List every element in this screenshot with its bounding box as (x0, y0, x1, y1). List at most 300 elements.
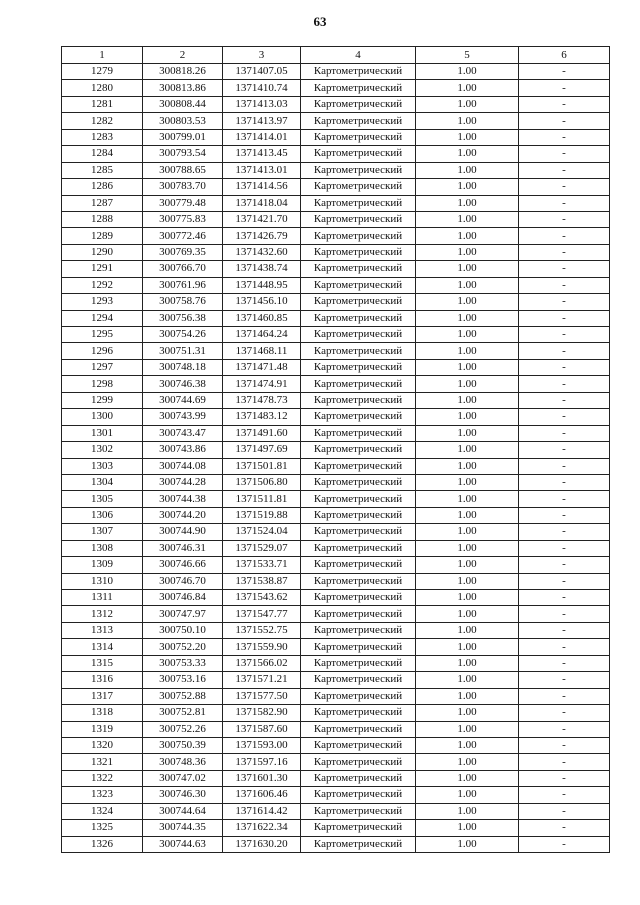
note-cell: - (519, 606, 610, 622)
method-cell: Картометрический (301, 162, 416, 178)
point-number-cell: 1285 (62, 162, 143, 178)
accuracy-cell: 1.00 (416, 770, 519, 786)
table-row (62, 228, 610, 244)
y-coordinate-cell: 1371519.88 (223, 507, 301, 523)
accuracy-cell: 1.00 (416, 754, 519, 770)
x-coordinate-cell: 300803.53 (143, 113, 223, 129)
point-number-cell: 1314 (62, 639, 143, 655)
point-number-cell: 1306 (62, 507, 143, 523)
note-cell: - (519, 64, 610, 80)
x-coordinate-cell: 300772.46 (143, 228, 223, 244)
table-row (62, 655, 610, 671)
table-header-row (62, 47, 610, 64)
table-row (62, 179, 610, 195)
table-row (62, 688, 610, 704)
y-coordinate-cell: 1371474.91 (223, 376, 301, 392)
table-row (62, 244, 610, 260)
method-cell: Картометрический (301, 228, 416, 244)
y-coordinate-cell: 1371432.60 (223, 244, 301, 260)
note-cell: - (519, 787, 610, 803)
point-number-cell: 1293 (62, 294, 143, 310)
note-cell: - (519, 261, 610, 277)
table-row (62, 639, 610, 655)
point-number-cell: 1286 (62, 179, 143, 195)
y-coordinate-cell: 1371601.30 (223, 770, 301, 786)
x-coordinate-cell: 300752.26 (143, 721, 223, 737)
y-coordinate-cell: 1371622.34 (223, 820, 301, 836)
table-row (62, 540, 610, 556)
x-coordinate-cell: 300747.02 (143, 770, 223, 786)
point-number-cell: 1302 (62, 442, 143, 458)
note-cell: - (519, 113, 610, 129)
method-cell: Картометрический (301, 113, 416, 129)
table-row (62, 327, 610, 343)
point-number-cell: 1279 (62, 64, 143, 80)
x-coordinate-cell: 300751.31 (143, 343, 223, 359)
x-coordinate-cell: 300748.18 (143, 359, 223, 375)
table-row (62, 359, 610, 375)
accuracy-cell: 1.00 (416, 721, 519, 737)
note-cell: - (519, 294, 610, 310)
method-cell: Картометрический (301, 474, 416, 490)
method-cell: Картометрический (301, 705, 416, 721)
method-cell: Картометрический (301, 211, 416, 227)
y-coordinate-cell: 1371407.05 (223, 64, 301, 80)
y-coordinate-cell: 1371630.20 (223, 836, 301, 852)
method-cell: Картометрический (301, 392, 416, 408)
point-number-cell: 1298 (62, 376, 143, 392)
method-cell: Картометрический (301, 359, 416, 375)
accuracy-cell: 1.00 (416, 474, 519, 490)
method-cell: Картометрический (301, 96, 416, 112)
x-coordinate-cell: 300756.38 (143, 310, 223, 326)
note-cell: - (519, 737, 610, 753)
point-number-cell: 1300 (62, 409, 143, 425)
x-coordinate-cell: 300799.01 (143, 129, 223, 145)
x-coordinate-cell: 300752.81 (143, 705, 223, 721)
accuracy-cell: 1.00 (416, 343, 519, 359)
x-coordinate-cell: 300747.97 (143, 606, 223, 622)
column-header-6: 6 (519, 47, 610, 64)
column-header-2: 2 (143, 47, 223, 64)
y-coordinate-cell: 1371559.90 (223, 639, 301, 655)
y-coordinate-cell: 1371468.11 (223, 343, 301, 359)
point-number-cell: 1321 (62, 754, 143, 770)
x-coordinate-cell: 300750.10 (143, 622, 223, 638)
accuracy-cell: 1.00 (416, 705, 519, 721)
method-cell: Картометрический (301, 327, 416, 343)
note-cell: - (519, 573, 610, 589)
note-cell: - (519, 96, 610, 112)
y-coordinate-cell: 1371413.03 (223, 96, 301, 112)
table-row (62, 737, 610, 753)
note-cell: - (519, 820, 610, 836)
point-number-cell: 1289 (62, 228, 143, 244)
point-number-cell: 1310 (62, 573, 143, 589)
accuracy-cell: 1.00 (416, 327, 519, 343)
accuracy-cell: 1.00 (416, 524, 519, 540)
x-coordinate-cell: 300753.16 (143, 672, 223, 688)
table-row (62, 474, 610, 490)
method-cell: Картометрический (301, 129, 416, 145)
method-cell: Картометрический (301, 310, 416, 326)
table-row (62, 754, 610, 770)
accuracy-cell: 1.00 (416, 162, 519, 178)
y-coordinate-cell: 1371491.60 (223, 425, 301, 441)
table-row (62, 425, 610, 441)
x-coordinate-cell: 300783.70 (143, 179, 223, 195)
table-row (62, 458, 610, 474)
point-number-cell: 1283 (62, 129, 143, 145)
note-cell: - (519, 310, 610, 326)
x-coordinate-cell: 300788.65 (143, 162, 223, 178)
table-row (62, 442, 610, 458)
table-row (62, 277, 610, 293)
method-cell: Картометрический (301, 261, 416, 277)
table-row (62, 162, 610, 178)
x-coordinate-cell: 300813.86 (143, 80, 223, 96)
accuracy-cell: 1.00 (416, 80, 519, 96)
y-coordinate-cell: 1371413.97 (223, 113, 301, 129)
table-row (62, 606, 610, 622)
accuracy-cell: 1.00 (416, 392, 519, 408)
y-coordinate-cell: 1371410.74 (223, 80, 301, 96)
method-cell: Картометрический (301, 639, 416, 655)
y-coordinate-cell: 1371593.00 (223, 737, 301, 753)
accuracy-cell: 1.00 (416, 507, 519, 523)
table-row (62, 129, 610, 145)
table-row (62, 507, 610, 523)
accuracy-cell: 1.00 (416, 787, 519, 803)
method-cell: Картометрический (301, 425, 416, 441)
point-number-cell: 1317 (62, 688, 143, 704)
note-cell: - (519, 458, 610, 474)
point-number-cell: 1297 (62, 359, 143, 375)
point-number-cell: 1311 (62, 590, 143, 606)
note-cell: - (519, 277, 610, 293)
method-cell: Картометрический (301, 146, 416, 162)
point-number-cell: 1304 (62, 474, 143, 490)
x-coordinate-cell: 300752.88 (143, 688, 223, 704)
point-number-cell: 1322 (62, 770, 143, 786)
note-cell: - (519, 392, 610, 408)
x-coordinate-cell: 300753.33 (143, 655, 223, 671)
point-number-cell: 1288 (62, 211, 143, 227)
table-row (62, 261, 610, 277)
accuracy-cell: 1.00 (416, 261, 519, 277)
table-row (62, 64, 610, 80)
accuracy-cell: 1.00 (416, 211, 519, 227)
table-row (62, 80, 610, 96)
accuracy-cell: 1.00 (416, 310, 519, 326)
note-cell: - (519, 540, 610, 556)
y-coordinate-cell: 1371566.02 (223, 655, 301, 671)
point-number-cell: 1307 (62, 524, 143, 540)
note-cell: - (519, 162, 610, 178)
accuracy-cell: 1.00 (416, 737, 519, 753)
table-row (62, 491, 610, 507)
x-coordinate-cell: 300743.47 (143, 425, 223, 441)
point-number-cell: 1319 (62, 721, 143, 737)
point-number-cell: 1299 (62, 392, 143, 408)
note-cell: - (519, 672, 610, 688)
point-number-cell: 1312 (62, 606, 143, 622)
note-cell: - (519, 590, 610, 606)
table-row (62, 96, 610, 112)
point-number-cell: 1324 (62, 803, 143, 819)
note-cell: - (519, 721, 610, 737)
accuracy-cell: 1.00 (416, 672, 519, 688)
accuracy-cell: 1.00 (416, 803, 519, 819)
method-cell: Картометрический (301, 491, 416, 507)
table-row (62, 836, 610, 852)
y-coordinate-cell: 1371606.46 (223, 787, 301, 803)
point-number-cell: 1313 (62, 622, 143, 638)
note-cell: - (519, 343, 610, 359)
y-coordinate-cell: 1371478.73 (223, 392, 301, 408)
note-cell: - (519, 228, 610, 244)
y-coordinate-cell: 1371506.80 (223, 474, 301, 490)
table-row (62, 590, 610, 606)
note-cell: - (519, 803, 610, 819)
x-coordinate-cell: 300761.96 (143, 277, 223, 293)
note-cell: - (519, 474, 610, 490)
table-row (62, 195, 610, 211)
x-coordinate-cell: 300744.90 (143, 524, 223, 540)
y-coordinate-cell: 1371414.56 (223, 179, 301, 195)
note-cell: - (519, 179, 610, 195)
x-coordinate-cell: 300748.36 (143, 754, 223, 770)
x-coordinate-cell: 300775.83 (143, 211, 223, 227)
table-row (62, 113, 610, 129)
method-cell: Картометрический (301, 179, 416, 195)
note-cell: - (519, 754, 610, 770)
x-coordinate-cell: 300769.35 (143, 244, 223, 260)
method-cell: Картометрический (301, 195, 416, 211)
x-coordinate-cell: 300808.44 (143, 96, 223, 112)
note-cell: - (519, 655, 610, 671)
point-number-cell: 1323 (62, 787, 143, 803)
page-number: 63 (313, 14, 327, 29)
point-number-cell: 1280 (62, 80, 143, 96)
y-coordinate-cell: 1371471.48 (223, 359, 301, 375)
y-coordinate-cell: 1371456.10 (223, 294, 301, 310)
y-coordinate-cell: 1371413.45 (223, 146, 301, 162)
method-cell: Картометрический (301, 557, 416, 573)
point-number-cell: 1284 (62, 146, 143, 162)
x-coordinate-cell: 300746.66 (143, 557, 223, 573)
method-cell: Картометрический (301, 409, 416, 425)
x-coordinate-cell: 300746.31 (143, 540, 223, 556)
x-coordinate-cell: 300746.30 (143, 787, 223, 803)
accuracy-cell: 1.00 (416, 557, 519, 573)
note-cell: - (519, 327, 610, 343)
y-coordinate-cell: 1371547.77 (223, 606, 301, 622)
note-cell: - (519, 409, 610, 425)
accuracy-cell: 1.00 (416, 655, 519, 671)
x-coordinate-cell: 300793.54 (143, 146, 223, 162)
accuracy-cell: 1.00 (416, 573, 519, 589)
point-number-cell: 1292 (62, 277, 143, 293)
y-coordinate-cell: 1371597.16 (223, 754, 301, 770)
table-row (62, 310, 610, 326)
method-cell: Картометрический (301, 540, 416, 556)
table-row (62, 721, 610, 737)
x-coordinate-cell: 300743.99 (143, 409, 223, 425)
method-cell: Картометрический (301, 573, 416, 589)
accuracy-cell: 1.00 (416, 96, 519, 112)
point-number-cell: 1303 (62, 458, 143, 474)
note-cell: - (519, 442, 610, 458)
accuracy-cell: 1.00 (416, 376, 519, 392)
method-cell: Картометрический (301, 64, 416, 80)
column-header-1: 1 (62, 47, 143, 64)
table-row (62, 409, 610, 425)
y-coordinate-cell: 1371587.60 (223, 721, 301, 737)
y-coordinate-cell: 1371614.42 (223, 803, 301, 819)
accuracy-cell: 1.00 (416, 491, 519, 507)
point-number-cell: 1281 (62, 96, 143, 112)
method-cell: Картометрический (301, 343, 416, 359)
method-cell: Картометрический (301, 524, 416, 540)
point-number-cell: 1305 (62, 491, 143, 507)
point-number-cell: 1316 (62, 672, 143, 688)
accuracy-cell: 1.00 (416, 64, 519, 80)
accuracy-cell: 1.00 (416, 820, 519, 836)
method-cell: Картометрический (301, 376, 416, 392)
method-cell: Картометрический (301, 820, 416, 836)
point-number-cell: 1291 (62, 261, 143, 277)
x-coordinate-cell: 300744.69 (143, 392, 223, 408)
y-coordinate-cell: 1371448.95 (223, 277, 301, 293)
point-number-cell: 1320 (62, 737, 143, 753)
note-cell: - (519, 622, 610, 638)
x-coordinate-cell: 300746.84 (143, 590, 223, 606)
accuracy-cell: 1.00 (416, 359, 519, 375)
point-number-cell: 1294 (62, 310, 143, 326)
y-coordinate-cell: 1371533.71 (223, 557, 301, 573)
y-coordinate-cell: 1371524.04 (223, 524, 301, 540)
method-cell: Картометрический (301, 458, 416, 474)
note-cell: - (519, 507, 610, 523)
y-coordinate-cell: 1371497.69 (223, 442, 301, 458)
method-cell: Картометрический (301, 787, 416, 803)
note-cell: - (519, 146, 610, 162)
note-cell: - (519, 770, 610, 786)
point-number-cell: 1309 (62, 557, 143, 573)
x-coordinate-cell: 300752.20 (143, 639, 223, 655)
y-coordinate-cell: 1371577.50 (223, 688, 301, 704)
x-coordinate-cell: 300744.63 (143, 836, 223, 852)
note-cell: - (519, 129, 610, 145)
coordinates-table (61, 46, 610, 853)
method-cell: Картометрический (301, 770, 416, 786)
x-coordinate-cell: 300744.35 (143, 820, 223, 836)
note-cell: - (519, 425, 610, 441)
method-cell: Картометрический (301, 688, 416, 704)
accuracy-cell: 1.00 (416, 425, 519, 441)
method-cell: Картометрический (301, 672, 416, 688)
accuracy-cell: 1.00 (416, 113, 519, 129)
note-cell: - (519, 491, 610, 507)
x-coordinate-cell: 300744.20 (143, 507, 223, 523)
accuracy-cell: 1.00 (416, 228, 519, 244)
method-cell: Картометрический (301, 277, 416, 293)
method-cell: Картометрический (301, 836, 416, 852)
point-number-cell: 1287 (62, 195, 143, 211)
accuracy-cell: 1.00 (416, 244, 519, 260)
table-row (62, 146, 610, 162)
x-coordinate-cell: 300779.48 (143, 195, 223, 211)
accuracy-cell: 1.00 (416, 639, 519, 655)
method-cell: Картометрический (301, 721, 416, 737)
x-coordinate-cell: 300746.38 (143, 376, 223, 392)
point-number-cell: 1290 (62, 244, 143, 260)
table-row (62, 820, 610, 836)
table-row (62, 343, 610, 359)
table-row (62, 392, 610, 408)
y-coordinate-cell: 1371460.85 (223, 310, 301, 326)
accuracy-cell: 1.00 (416, 129, 519, 145)
y-coordinate-cell: 1371501.81 (223, 458, 301, 474)
x-coordinate-cell: 300744.38 (143, 491, 223, 507)
point-number-cell: 1282 (62, 113, 143, 129)
column-header-3: 3 (223, 47, 301, 64)
accuracy-cell: 1.00 (416, 179, 519, 195)
accuracy-cell: 1.00 (416, 294, 519, 310)
accuracy-cell: 1.00 (416, 409, 519, 425)
method-cell: Картометрический (301, 590, 416, 606)
note-cell: - (519, 836, 610, 852)
table-row (62, 787, 610, 803)
y-coordinate-cell: 1371464.24 (223, 327, 301, 343)
accuracy-cell: 1.00 (416, 622, 519, 638)
point-number-cell: 1301 (62, 425, 143, 441)
y-coordinate-cell: 1371421.70 (223, 211, 301, 227)
method-cell: Картометрический (301, 244, 416, 260)
y-coordinate-cell: 1371538.87 (223, 573, 301, 589)
method-cell: Картометрический (301, 442, 416, 458)
point-number-cell: 1295 (62, 327, 143, 343)
point-number-cell: 1296 (62, 343, 143, 359)
note-cell: - (519, 639, 610, 655)
x-coordinate-cell: 300744.08 (143, 458, 223, 474)
note-cell: - (519, 705, 610, 721)
x-coordinate-cell: 300818.26 (143, 64, 223, 80)
note-cell: - (519, 688, 610, 704)
table-row (62, 672, 610, 688)
table-row (62, 622, 610, 638)
table-row (62, 211, 610, 227)
note-cell: - (519, 195, 610, 211)
accuracy-cell: 1.00 (416, 146, 519, 162)
table-row (62, 557, 610, 573)
table-row (62, 376, 610, 392)
method-cell: Картометрический (301, 655, 416, 671)
x-coordinate-cell: 300766.70 (143, 261, 223, 277)
table-row (62, 524, 610, 540)
point-number-cell: 1325 (62, 820, 143, 836)
note-cell: - (519, 524, 610, 540)
note-cell: - (519, 80, 610, 96)
y-coordinate-cell: 1371529.07 (223, 540, 301, 556)
column-header-4: 4 (301, 47, 416, 64)
y-coordinate-cell: 1371552.75 (223, 622, 301, 638)
note-cell: - (519, 211, 610, 227)
point-number-cell: 1315 (62, 655, 143, 671)
table-body (62, 64, 610, 853)
accuracy-cell: 1.00 (416, 195, 519, 211)
